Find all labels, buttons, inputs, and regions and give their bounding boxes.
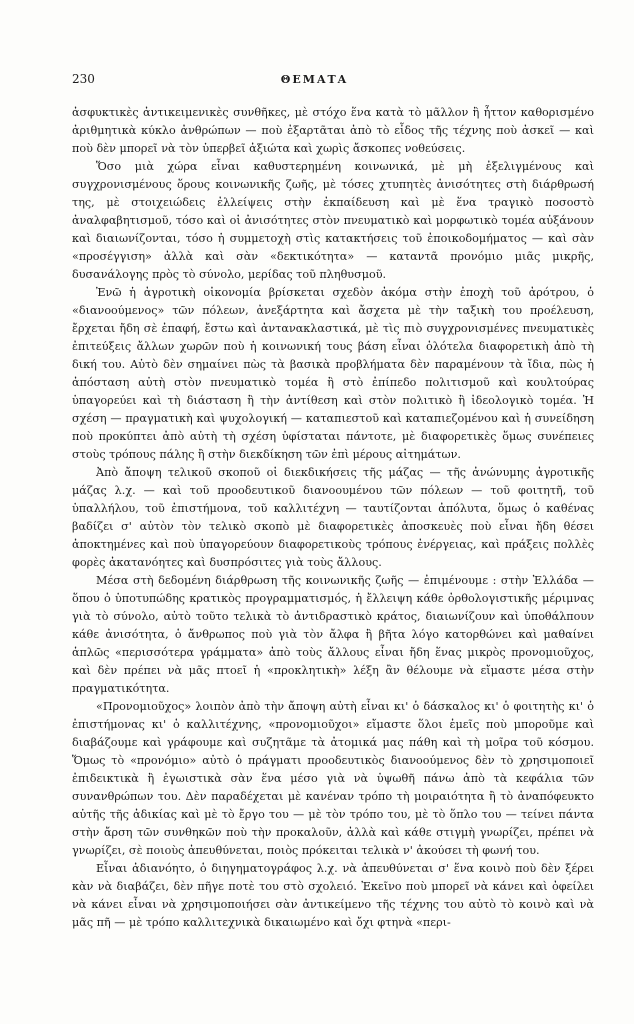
page-header bbox=[72, 72, 594, 96]
paragraph: Ἀπὸ ἄποψη τελικοῦ σκοποῦ οἱ διεκδικήσεις τῆς μάζας — τῆς ἀνώνυμης ἀγροτικῆς μάζας λ.χ. — καὶ τοῦ προοδευτικοῦ διανοουμένου τῶν πόλεων — τοῦ φοιτητῆ, τοῦ ὑπαλλήλου, τοῦ ἐπιστήμονα, τοῦ καλλιτέχνη — ταυτίζονται ἀπόλυτα, ὅμως ὁ καθένας βαδίζει σ' αὐτὸν τὸν τελικὸ σκοπὸ μὲ διαφορετικὲς ἀποσκευὲς ποὺ εἶναι ἤδη θέσει ἀποκτημένες καὶ ποὺ ὑπαγορεύουν διαφορετικοὺς τρόπους ἐνέργειας, καὶ πράξεις πολλὲς φορὲς ἀκατανόητες καὶ δυσπρόσιτες γιὰ τοὺς ἄλλους. bbox=[72, 466, 594, 569]
page-body bbox=[72, 104, 594, 932]
paragraph: Μέσα στὴ δεδομένη διάρθρωση τῆς κοινωνικῆς ζωῆς — ἐπιμένουμε : στὴν Ἑλλάδα — ὅπου ὁ ὑποτυπώδης κρατικὸς προγραμματισμός, ἡ ἔλλειψη κάθε ὀρθολογιστικῆς μέριμνας γιὰ τὸ σύνολο, αὐτὸ τοῦτο τελικὰ τὸ ἀντιδραστικὸ κράτος, διαιωνίζουν καὶ ὑποθάλπουν κάθε ἀνισότητα, ὁ ἄνθρωπος ποὺ γιὰ τὸν ἄλφα ἢ βῆτα λόγο κατορθώνει καὶ μαθαίνει ἁπλῶς «περισσότερα γράμματα» ἀπὸ τοὺς ἄλλους εἶναι ἤδη ἕνας μικρὸς προνομιοῦχος, καὶ δὲν πρέπει νὰ μᾶς πτοεῖ ἡ «προκλητικὴ» λέξη ἂν θέλουμε νὰ εἴμαστε μέσα στὴν πραγματικότητα. bbox=[72, 574, 594, 695]
running-title: ΘΕΜΑΤΑ bbox=[280, 73, 349, 86]
paragraph: «Προνομιοῦχος» λοιπὸν ἀπὸ τὴν ἄποψη αὐτὴ εἶναι κι' ὁ δάσκαλος κι' ὁ φοιτητὴς κι' ὁ ἐπιστήμονας κι' ὁ καλλιτέχνης, «προνομιοῦχοι» εἴμαστε ὅλοι ἐμεῖς ποὺ μποροῦμε καὶ διαβάζουμε καὶ γράφουμε καὶ συζητᾶμε τὰ ἀτομικά μας πάθη καὶ τὴ μοῖρα τοῦ κόσμου. Ὅμως τὸ «προνόμιο» αὐτὸ ὁ πράγματι προοδευτικὸς διανοούμενος δὲν τὸ χρησιμοποιεῖ ἐπιδεικτικὰ ἢ ἐγωιστικὰ σὰν ἕνα μέσο γιὰ νὰ ὑψωθῆ πάνω ἀπὸ τὰ κεφάλια τῶν συνανθρώπων του. Δὲν παραδέχεται μὲ κανέναν τρόπο τὴ μοιραιότητα ἢ τὸ ἀναπόφευκτο αὐτῆς τῆς ἀδικίας καὶ μὲ τὸ ἔργο του — μὲ τὸν τρόπο του, μὲ τὸ ὅπλο του — τείνει πάντα στὴν ἄρση τῶν συνθηκῶν ποὺ τὴν προκαλοῦν, ἀλλὰ καὶ κάθε στιγμὴ γνωρίζει, πρέπει νὰ γνωρίζει, σὲ ποιοὺς ἀπευθύνεται, ποιὸς πρόκειται τελικὰ ν' ἀκούσει τὴ φωνή του. bbox=[72, 700, 594, 857]
page-number: 230 bbox=[72, 72, 95, 86]
paragraph: Ἐνῶ ἡ ἀγροτικὴ οἰκονομία βρίσκεται σχεδὸν ἀκόμα στὴν ἐποχὴ τοῦ ἀρότρου, ὁ «διανοούμενος» τῶν πόλεων, ἀνεξάρτητα καὶ ἄσχετα μὲ τὴν ταξικὴ του προέλευση, ἔρχεται ἤδη σὲ ἐπαφή, ἔστω καὶ ἀντανακλαστικά, μὲ τὶς πιὸ συγχρονισμένες πνευματικὲς ἐπιτεύξεις ἄλλων χωρῶν ποὺ ἡ κοινωνική τους βάση εἶναι ὁλότελα διαφορετικὴ ἀπὸ τὴ δική του. Αὐτὸ δὲν σημαίνει πὼς τὰ βασικὰ προβλήματα δὲν παραμένουν τὰ ἴδια, πὼς ἡ ἀπόσταση αὐτὴ στὸν πνευματικὸ τομέα ἢ στὸ ἐπίπεδο πολιτισμοῦ καὶ κουλτούρας ὑπαγορεύει καὶ τὴ διάσταση ἢ τὴν ἀντίθεση καὶ στὸν πολιτικὸ ἢ ἰδεολογικὸ τομέα. Ἡ σχέση — πραγματικὴ καὶ ψυχολογική — καταπιεστοῦ καὶ καταπιεζομένου καὶ ἡ συνείδηση ποὺ προκύπτει ἀπὸ αὐτὴ τὴ σχέση ὑφίσταται πάντοτε, μὲ διαφορετικὲς ὅμως συνέπειες στοὺς τρόπους πάλης ἢ στὴν διεκδίκηση τῶν ἐπὶ μέρους αἰτημάτων. bbox=[72, 286, 594, 461]
paragraph: Ὅσο μιὰ χώρα εἶναι καθυστερημένη κοινωνικά, μὲ μὴ ἐξελιγμένους καὶ συγχρονισμένους ὅρους κοινωνικῆς ζωῆς, μὲ τόσες χτυπητὲς ἀνισότητες στὴ διάρθρωσή της, μὲ στοιχειώδεις ἐλλείψεις στὴν ἐκπαίδευση καὶ μὲ ἕνα τραγικὸ ποσοστὸ ἀναλφαβητισμοῦ, τόσο καὶ οἱ ἀνισότητες στὸν πνευματικὸ καὶ μορφωτικὸ τομέα αὐξάνουν καὶ διαιωνίζονται, τόσο ἡ συμμετοχὴ στὶς κατακτήσεις τοῦ ἐποικοδομήματος — καὶ σὰν «προσέγγιση» ἀλλὰ καὶ σὰν «δεκτικότητα» — καταντᾶ προνόμιο μιᾶς μικρῆς, δυσανάλογης πρὸς τὸ σύνολο, μερίδας τοῦ πληθυσμοῦ. bbox=[72, 160, 594, 281]
paragraph: ἀσφυκτικὲς ἀντικειμενικὲς συνθῆκες, μὲ στόχο ἕνα κατὰ τὸ μᾶλλον ἢ ἧττον καθορισμένο ἀριθμητικὰ κύκλο ἀνθρώπων — ποὺ ἐξαρτᾶται ἀπὸ τὸ εἶδος τῆς τέχνης ποὺ ἀσκεῖ — καὶ ποὺ δὲν μπορεῖ νὰ τὸν ὑπερβεῖ ἀξιώτα καὶ χωρὶς ἄσκοπες νοθεύσεις. bbox=[72, 106, 594, 155]
paragraph: Εἶναι ἀδιανόητο, ὁ διηγηματογράφος λ.χ. νὰ ἀπευθύνεται σ' ἕνα κοινὸ ποὺ δὲν ξέρει κὰν νὰ διαβάζει, δὲν πῆγε ποτὲ του στὸ σχολειό. Ἐκεῖνο ποὺ μπορεῖ νὰ κάνει καὶ ὀφείλει νὰ κάνει εἶναι νὰ χρησιμοποιήσει σὰν ἀντικείμενο τῆς τέχνης του αὐτὸ τὸ κοινὸ καὶ νὰ μᾶς πῆ — μὲ τρόπο καλλιτεχνικὰ δικαιωμένο καὶ ὄχι φτηνὰ «περι- bbox=[72, 862, 594, 929]
